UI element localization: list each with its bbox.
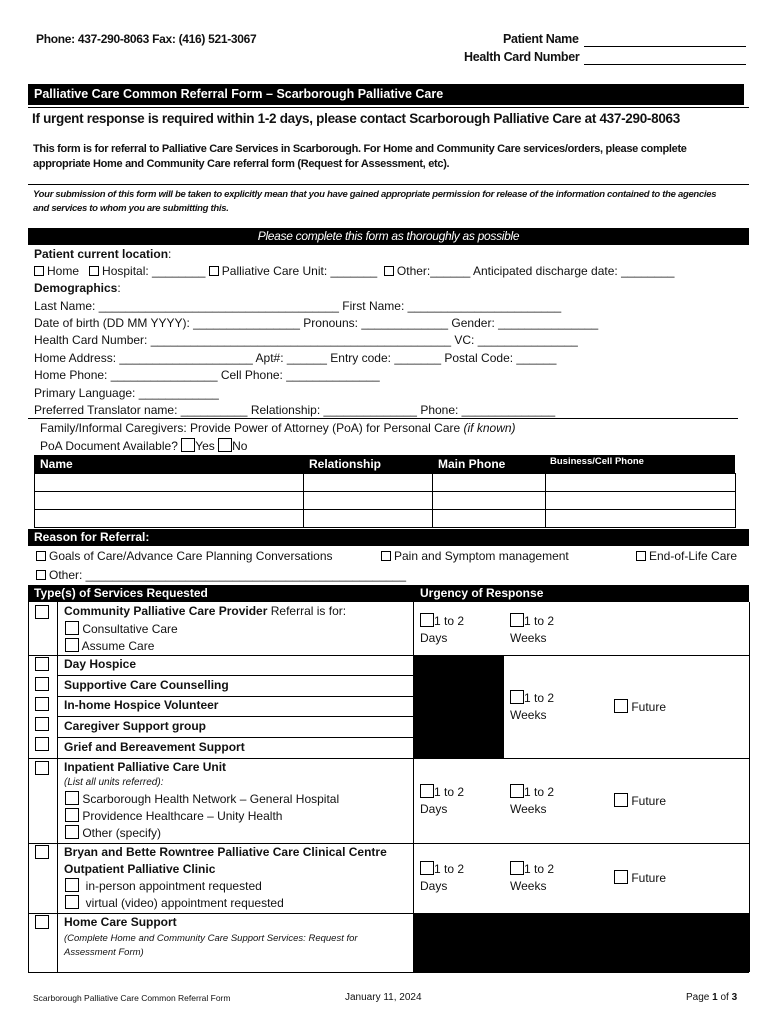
reason-pain: Pain and Symptom management bbox=[381, 549, 569, 563]
translator-phone-field[interactable]: Phone: ______________ bbox=[420, 403, 556, 417]
postal-code-field[interactable]: Postal Code: ______ bbox=[444, 351, 557, 365]
translator-relationship-field[interactable]: Relationship: ______________ bbox=[250, 403, 417, 417]
inpatient-label: Inpatient Palliative Care Unit bbox=[64, 760, 227, 774]
reason-other: Other: ________________________________________________ bbox=[36, 568, 406, 582]
virtual-option: virtual (video) appointment requested bbox=[65, 895, 284, 910]
apt-field[interactable]: Apt#: ______ bbox=[255, 351, 327, 365]
discharge-date-field[interactable]: Anticipated discharge date: ________ bbox=[472, 264, 675, 278]
caregiver-support-label: Caregiver Support group bbox=[64, 719, 207, 733]
other-unit-option: Other (specify) bbox=[65, 825, 161, 840]
cell-phone-field[interactable]: Cell Phone: ______________ bbox=[220, 368, 380, 382]
col-name: Name bbox=[40, 457, 73, 471]
urgency-blocked-cell-home-care bbox=[413, 913, 749, 972]
weeks-checkbox[interactable] bbox=[510, 861, 524, 875]
weeks-checkbox[interactable] bbox=[510, 613, 524, 627]
footer-page: Page 1 of 3 bbox=[686, 992, 738, 1003]
footer-form-name: Scarborough Palliative Care Common Referral Form bbox=[33, 993, 231, 1003]
urgency-future-group: Future bbox=[614, 699, 666, 714]
form-title-bar: Palliative Care Common Referral Form – Scarborough Palliative Care bbox=[28, 84, 744, 105]
col-relationship: Relationship bbox=[309, 457, 382, 471]
pain-checkbox[interactable] bbox=[381, 551, 391, 561]
dob-row bbox=[34, 316, 598, 330]
supportive-label: Supportive Care Counselling bbox=[64, 678, 229, 692]
consultative-option: Consultative Care bbox=[65, 621, 178, 636]
in-person-option: in-person appointment requested bbox=[65, 878, 262, 893]
consultative-checkbox[interactable] bbox=[65, 621, 79, 635]
pcu-checkbox[interactable] bbox=[209, 266, 219, 276]
grief-checkbox[interactable] bbox=[35, 737, 49, 751]
translator-field[interactable]: Preferred Translator name: __________ bbox=[34, 403, 248, 417]
table-row bbox=[35, 510, 736, 528]
reason-other-checkbox[interactable] bbox=[36, 570, 46, 580]
contact-line: Phone: 437-290-8063 Fax: (416) 521-3067 bbox=[36, 32, 257, 46]
dob-field[interactable]: Date of birth (DD MM YYYY): ________________ bbox=[34, 316, 300, 330]
home-care-note: (Complete Home and Community Care Support Services: Request for Assessment Form) bbox=[64, 933, 358, 958]
location-options bbox=[34, 264, 674, 278]
urgency-future-bryan: Future bbox=[614, 870, 666, 885]
services-header bbox=[28, 585, 749, 602]
other-location-label: Other:______ bbox=[396, 264, 471, 278]
urgency-days-community: 1 to 2 Days bbox=[420, 614, 465, 645]
community-label: Community Palliative Care Provider Referral is for: bbox=[64, 604, 347, 618]
providence-option: Providence Healthcare – Unity Health bbox=[65, 808, 282, 823]
in-person-checkbox[interactable] bbox=[65, 878, 79, 892]
reason-eol: End-of-Life Care bbox=[636, 549, 737, 563]
supportive-checkbox[interactable] bbox=[35, 677, 49, 691]
entry-code-field[interactable]: Entry code: _______ bbox=[330, 351, 442, 365]
vc-field[interactable]: VC: _______________ bbox=[454, 333, 578, 347]
weeks-checkbox[interactable] bbox=[510, 690, 524, 704]
hospital-checkbox[interactable] bbox=[89, 266, 99, 276]
name-row bbox=[34, 299, 561, 313]
address-field[interactable]: Home Address: ____________________ bbox=[34, 351, 253, 365]
address-row bbox=[34, 351, 556, 365]
days-checkbox[interactable] bbox=[420, 613, 434, 627]
first-name-field[interactable]: First Name: _______________________ bbox=[342, 299, 562, 313]
urgency-weeks-bryan: 1 to 2 Weeks bbox=[510, 862, 555, 893]
grief-label: Grief and Bereavement Support bbox=[64, 740, 245, 754]
hospital-label: Hospital: ________ bbox=[102, 264, 206, 278]
col-business-phone: Business/Cell Phone bbox=[550, 456, 644, 467]
future-checkbox[interactable] bbox=[614, 699, 628, 713]
urgency-days-bryan: 1 to 2 Days bbox=[420, 862, 465, 893]
list-units-note: (List all units referred): bbox=[64, 777, 164, 788]
caregivers-heading: Family/Informal Caregivers: Provide Power of Attorney (PoA) for Personal Care (if known) bbox=[40, 421, 516, 435]
urgency-days-inpatient: 1 to 2 Days bbox=[420, 785, 465, 816]
urgency-blocked-cell bbox=[413, 655, 504, 758]
caregiver-support-checkbox[interactable] bbox=[35, 717, 49, 731]
poa-label: PoA Document Available? bbox=[40, 439, 178, 453]
days-checkbox[interactable] bbox=[420, 861, 434, 875]
pronouns-field[interactable]: Pronouns: _____________ bbox=[303, 316, 449, 330]
language-field[interactable]: Primary Language: ____________ bbox=[34, 386, 219, 400]
gender-field[interactable]: Gender: _______________ bbox=[451, 316, 599, 330]
inpatient-checkbox[interactable] bbox=[35, 761, 49, 775]
urgency-weeks-community: 1 to 2 Weeks bbox=[510, 614, 555, 645]
pcu-label: Palliative Care Unit: _______ bbox=[221, 264, 378, 278]
poa-yes-checkbox[interactable] bbox=[181, 438, 195, 452]
phone-row bbox=[34, 368, 380, 382]
complete-form-bar: Please complete this form as thoroughly as possible bbox=[28, 228, 749, 245]
future-checkbox[interactable] bbox=[614, 870, 628, 884]
shn-checkbox[interactable] bbox=[65, 791, 79, 805]
providence-checkbox[interactable] bbox=[65, 808, 79, 822]
demographics-heading: Demographics: bbox=[34, 281, 121, 295]
last-name-field[interactable]: Last Name: ____________________________________ bbox=[34, 299, 339, 313]
consent-text: Your submission of this form will be taken to explicitly mean that you have gained appropriate permission for release of the information contained to the agencies and services to whom you are submitting this. bbox=[33, 189, 717, 214]
caregiver-table-header bbox=[34, 455, 735, 473]
community-checkbox[interactable] bbox=[35, 605, 49, 619]
other-location-checkbox[interactable] bbox=[384, 266, 394, 276]
col-main-phone: Main Phone bbox=[438, 457, 506, 471]
health-card-row bbox=[34, 333, 578, 347]
day-hospice-label: Day Hospice bbox=[64, 657, 137, 671]
home-label: Home bbox=[47, 264, 80, 278]
patient-name-field[interactable] bbox=[584, 46, 746, 47]
bryan-checkbox[interactable] bbox=[35, 845, 49, 859]
bryan-label-2: Outpatient Palliative Clinic bbox=[64, 862, 216, 876]
shn-option: Scarborough Health Network – General Hospital bbox=[65, 791, 339, 806]
inhome-checkbox[interactable] bbox=[35, 697, 49, 711]
table-row bbox=[35, 492, 736, 510]
patient-name-label: Patient Name bbox=[503, 32, 579, 46]
poa-no-checkbox[interactable] bbox=[218, 438, 232, 452]
urgency-future-inpatient: Future bbox=[614, 793, 666, 808]
bryan-label-1: Bryan and Bette Rowntree Palliative Care Clinical Centre bbox=[64, 845, 387, 859]
future-checkbox[interactable] bbox=[614, 793, 628, 807]
home-phone-field[interactable]: Home Phone: ________________ bbox=[34, 368, 218, 382]
translator-row bbox=[34, 403, 555, 417]
eol-checkbox[interactable] bbox=[636, 551, 646, 561]
poa-yes-label: Yes bbox=[195, 439, 215, 453]
col-urgency: Urgency of Response bbox=[420, 586, 544, 600]
health-card-number-field[interactable]: Health Card Number: _____________________________________________ bbox=[34, 333, 452, 347]
day-hospice-checkbox[interactable] bbox=[35, 657, 49, 671]
reason-heading: Reason for Referral: bbox=[28, 529, 749, 546]
assume-checkbox[interactable] bbox=[65, 638, 79, 652]
home-care-label: Home Care Support bbox=[64, 915, 177, 929]
poa-no-label: No bbox=[232, 439, 248, 453]
home-care-checkbox[interactable] bbox=[35, 915, 49, 929]
assume-option: Assume Care bbox=[65, 638, 154, 653]
health-card-label: Health Card Number bbox=[464, 50, 580, 64]
urgency-weeks-inpatient: 1 to 2 Weeks bbox=[510, 785, 555, 816]
poa-row bbox=[40, 438, 247, 453]
footer-date: January 11, 2024 bbox=[345, 992, 422, 1003]
urgency-weeks-group: 1 to 2 Weeks bbox=[510, 691, 555, 722]
health-card-field[interactable] bbox=[584, 64, 746, 65]
reason-goals: Goals of Care/Advance Care Planning Conversations bbox=[36, 549, 333, 563]
intro-text: This form is for referral to Palliative Care Services in Scarborough. For Home and Community Care services/orders, please complete appropriate Home and Community Care referral form (Request for Assessment, etc). bbox=[33, 143, 687, 170]
urgent-notice: If urgent response is required within 1-2 days, please contact Scarborough Palliative Care at 437-290-8063 bbox=[32, 111, 680, 126]
caregiver-table bbox=[34, 473, 736, 528]
weeks-checkbox[interactable] bbox=[510, 784, 524, 798]
table-row bbox=[35, 474, 736, 492]
virtual-checkbox[interactable] bbox=[65, 895, 79, 909]
inhome-label: In-home Hospice Volunteer bbox=[64, 698, 219, 712]
home-checkbox[interactable] bbox=[34, 266, 44, 276]
other-unit-checkbox[interactable] bbox=[65, 825, 79, 839]
goals-checkbox[interactable] bbox=[36, 551, 46, 561]
days-checkbox[interactable] bbox=[420, 784, 434, 798]
col-services: Type(s) of Services Requested bbox=[34, 586, 208, 600]
location-heading: Patient current location: bbox=[34, 247, 172, 261]
